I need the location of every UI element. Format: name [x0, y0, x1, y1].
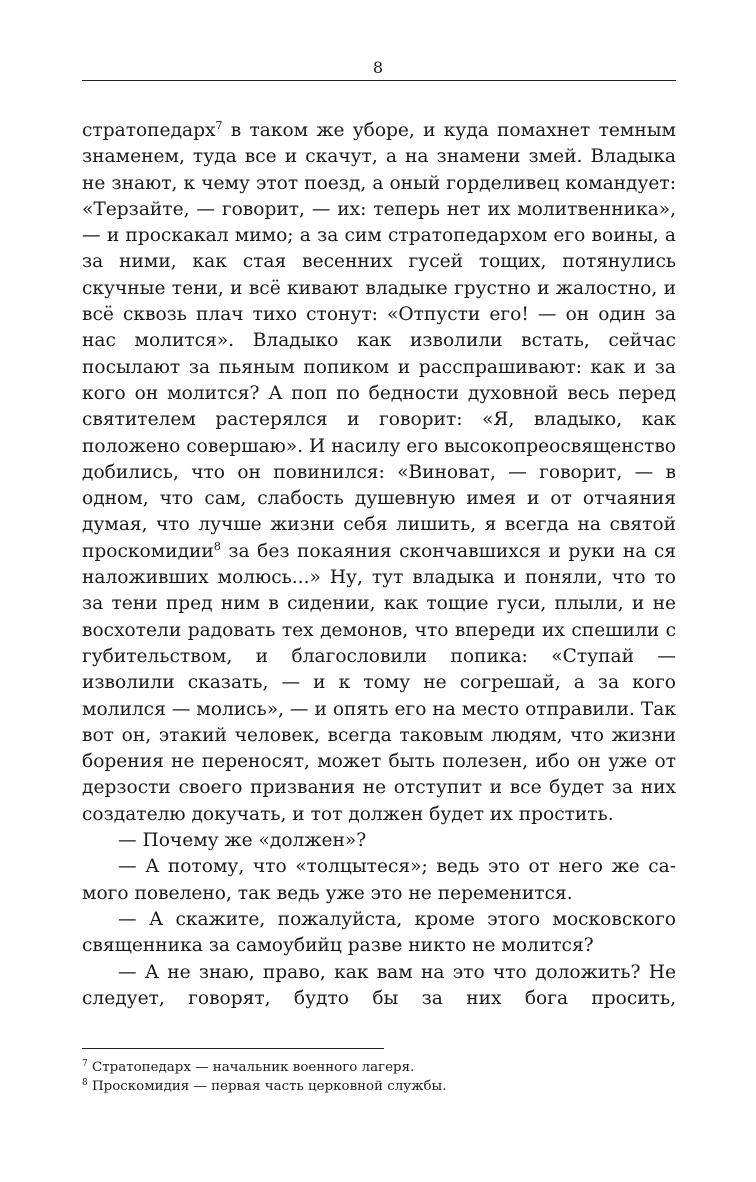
footnote-8	[82, 1077, 676, 1096]
footnote-ref-7[interactable]: 7	[215, 119, 223, 132]
dialogue-line: — А потому, что «толцытеся»; ведь это от него же самого повелено, так ведь уже это не переменится.	[82, 856, 676, 904]
footnote-text: Стратопедарх — начальник военного лагеря.	[87, 1060, 415, 1075]
footnote-ref-8[interactable]: 8	[213, 539, 221, 553]
footnote-mark: 8	[82, 1078, 88, 1088]
text-segment: в таком же уборе, и куда помахнет темным знаменем, туда все и скачут, а на знамени змей. Владыка не знают, к чему этот поезд, а оный горделивец командует: «Терзайте, — говорит, — их: теперь нет их молитвенника», — и проскакал мимо; а за сим стратопедархом его воины, а за ними, как стая весенних гусей тощих, потянулись скучные тени, и всё кивают владыке грустно и жалостно, и всё сквозь плач тихо стонут: «Отпусти его! — он один за нас молится». Владыко как изволили встать, сейчас посылают за пьяным попиком и расспрашивают: как и за кого он молится? А поп по бедности духовной весь перед святителем растерялся и говорит: «Я, владыко, как положено совершаю». И насилу его высокопреосвященство добились, что он повинился: «Виноват, — говорит, — в одном, что сам, слабость душевную имея и от отчаяния думая, что лучше жизни себя лишить, я всегда на святой проскомидии	[82, 120, 676, 562]
footnote-mark: 7	[82, 1059, 88, 1069]
dialogue-line: — А не знаю, право, как вам на это что доложить? Не следует, говорят, будто бы за них бога просить,	[82, 961, 676, 1009]
header-rule	[82, 80, 676, 81]
dialogue-line: — А скажите, пожалуйста, кроме этого московского священника за самоубийц разве никто не молится?	[82, 908, 676, 957]
paragraph-main	[82, 118, 676, 828]
body-text	[82, 118, 676, 1012]
text-segment: стратопедарх	[82, 120, 216, 141]
footnote-7	[82, 1058, 676, 1077]
footnote-text: Проскомидия — первая часть церковной службы.	[87, 1079, 447, 1094]
text-segment: за без покаяния скончавшихся и руки на ся наложивших молюсь...» Ну, тут владыка и поняли, что то за тени пред ним в сидении, как тощие гуси, плыли, и не восхотели радовать тех демонов, что впереди их спешили с губительством, и благословили попика: «Ступай — изволили сказать, — и к тому не согрешай, а за кого молился — молись», — и опять его на место отправили. Так вот он, этакий человек, всегда таковым людям, что жизни борения не переносят, может быть полезен, ибо он уже от дерзости своего призвания не отступит и все будет за них создателю докучать, и тот должен будет их простить.	[82, 540, 676, 825]
footnotes	[82, 1058, 676, 1096]
page-number: 8	[372, 58, 384, 77]
dialogue-line: — Почему же «должен»?	[118, 830, 367, 852]
footnote-rule	[82, 1048, 384, 1049]
